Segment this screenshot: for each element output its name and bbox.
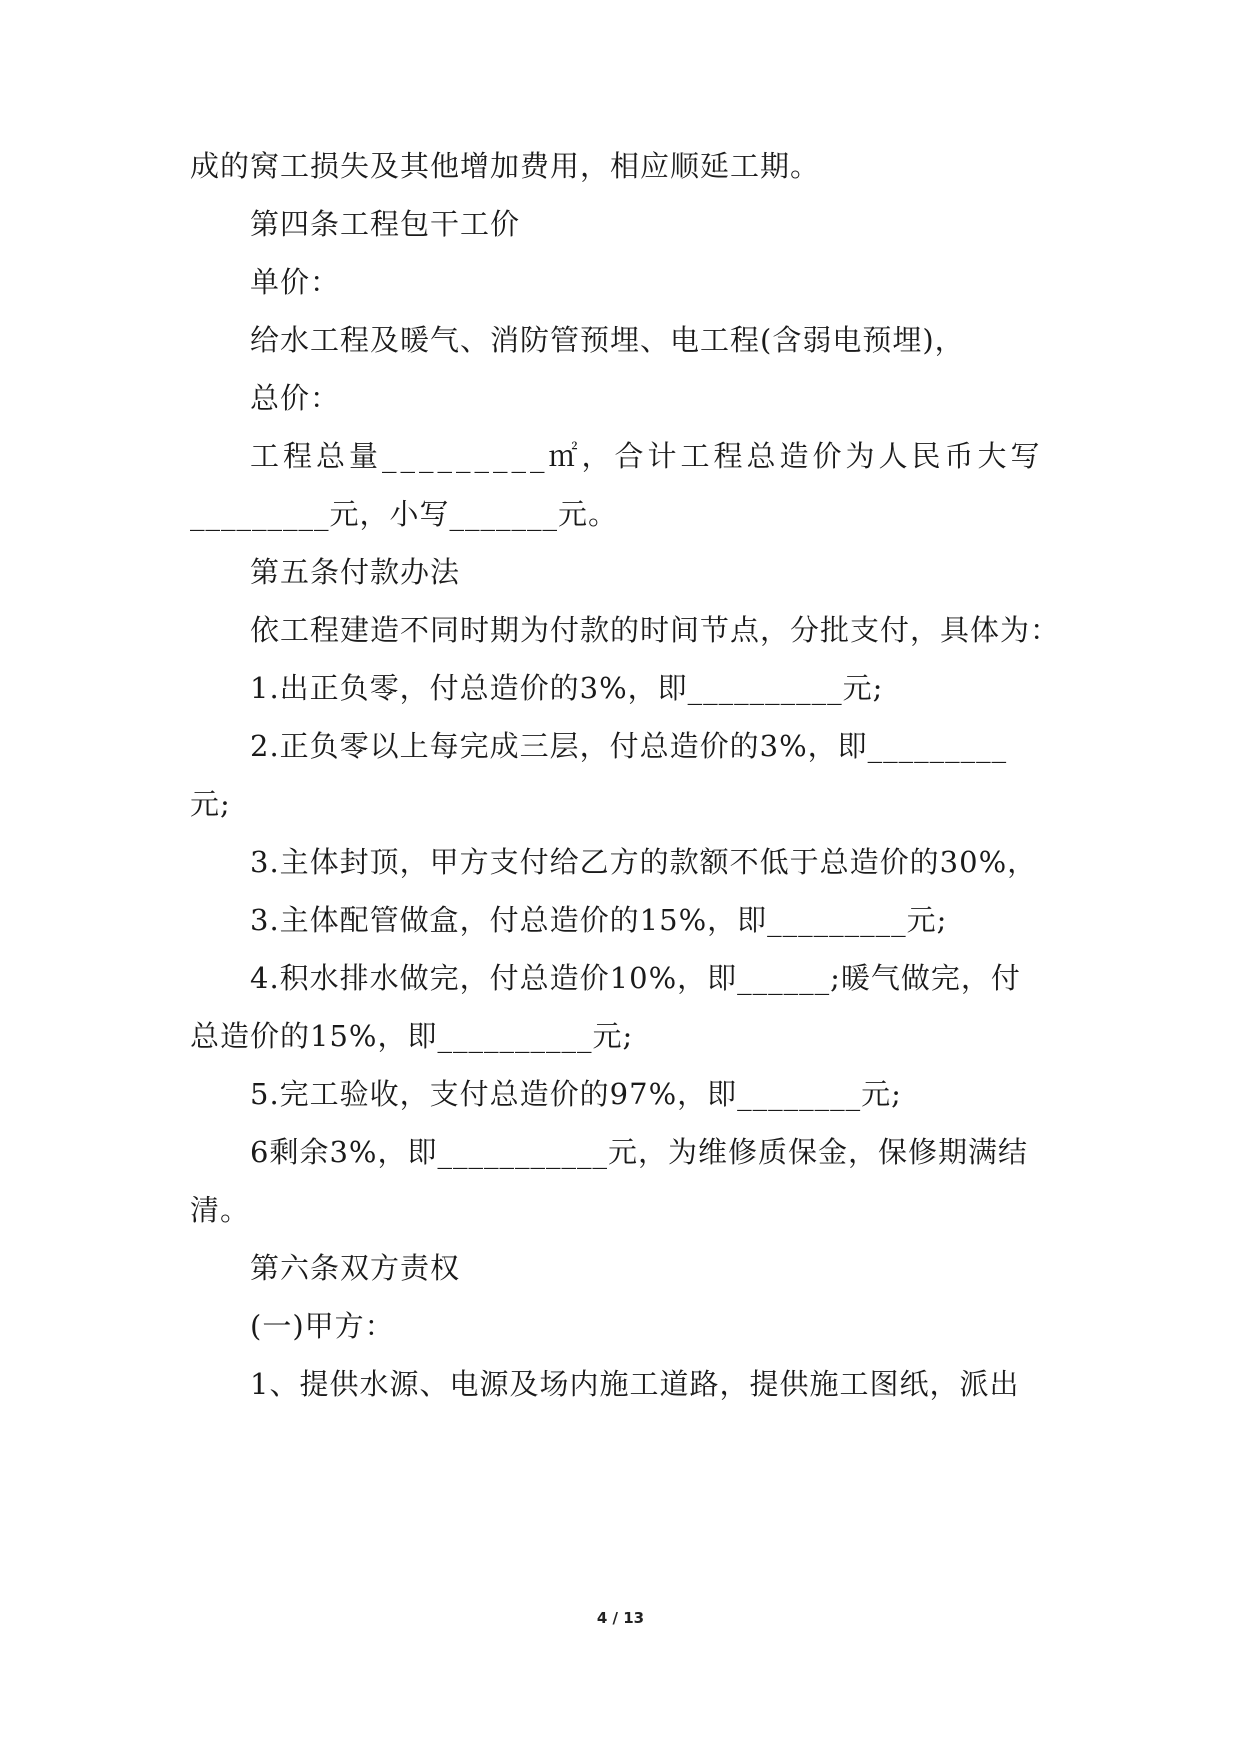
body-text-line: 元; xyxy=(190,787,231,821)
body-text-line: 依工程建造不同时期为付款的时间节点，分批支付，具体为： xyxy=(250,613,1061,647)
page-number: 4 / 13 xyxy=(596,1609,645,1627)
payment-item: 5.完工验收，支付总造价的97%，即________元; xyxy=(250,1077,902,1111)
body-text-line: 清。 xyxy=(190,1193,251,1227)
payment-item: 3.主体配管做盒，付总造价的15%，即_________元; xyxy=(250,903,948,937)
body-text-line: _________元，小写_______元。 xyxy=(190,497,619,531)
payment-item: 6剩余3%，即___________元，为维修质保金，保修期满结 xyxy=(250,1135,1028,1169)
section-heading: 第四条工程包干工价 xyxy=(250,207,521,241)
payment-item: 3.主体封顶，甲方支付给乙方的款额不低于总造价的30%， xyxy=(250,845,1038,879)
section-heading: 第五条付款办法 xyxy=(250,555,461,589)
body-text-line: 成的窝工损失及其他增加费用，相应顺延工期。 xyxy=(190,149,821,183)
body-text-line: (一)甲方： xyxy=(250,1309,395,1343)
body-text-line: 工程总量_________㎡，合计工程总造价为人民币大写 xyxy=(250,439,1044,473)
payment-item: 2.正负零以上每完成三层，付总造价的3%，即_________ xyxy=(250,729,1008,763)
body-text-line: 给水工程及暖气、消防管预埋、电工程(含弱电预埋)， xyxy=(250,323,965,357)
body-text-line: 1、提供水源、电源及场内施工道路，提供施工图纸，派出 xyxy=(250,1367,1020,1401)
body-text-line: 单价： xyxy=(250,265,341,299)
body-text-line: 总价： xyxy=(250,381,341,415)
payment-item: 4.积水排水做完，付总造价10%，即______;暖气做完，付 xyxy=(250,961,1021,995)
payment-item: 1.出正负零，付总造价的3%，即__________元; xyxy=(250,671,884,705)
body-text-line: 总造价的15%，即__________元; xyxy=(190,1019,634,1053)
section-heading: 第六条双方责权 xyxy=(250,1251,461,1285)
